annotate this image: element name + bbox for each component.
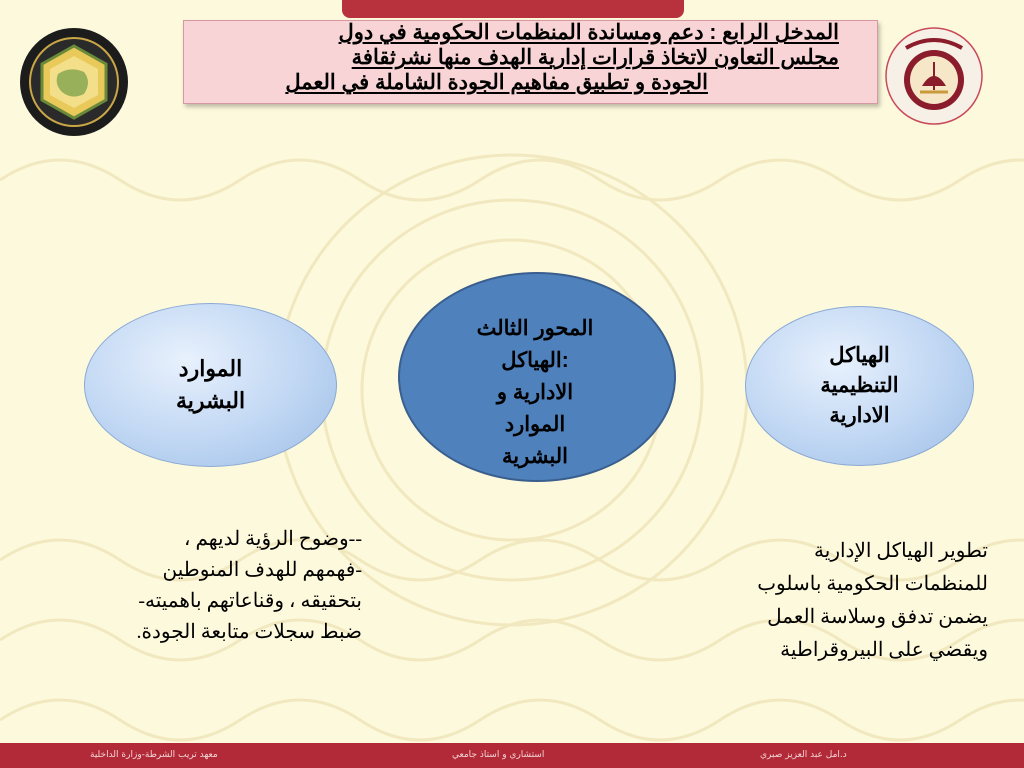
title-line-1: المدخل الرابع : دعم ومساندة المنظمات الحكومية في دول	[338, 21, 839, 44]
body-left-line-4: ضبط سجلات متابعة الجودة.	[136, 621, 362, 643]
body-left-line-2: -فهمهم للهدف المنوطين	[162, 559, 362, 581]
footer-author: د.امل عبد العزيز صبري	[760, 750, 847, 760]
ellipse-organizational-structures	[745, 306, 974, 466]
ellipse-right-line-2: التنظيمية	[820, 374, 899, 397]
ellipse-right-line-3: الادارية	[829, 404, 890, 427]
body-right-line-3: يضمن تدفق وسلاسة العمل	[767, 606, 988, 628]
ellipse-center-text	[430, 313, 640, 473]
qatar-ministry-emblem-icon	[884, 26, 984, 126]
footer-institute: معهد تريب الشرطة-وزارة الداخلية	[90, 750, 218, 760]
ellipse-center-line-5: البشرية	[502, 445, 568, 468]
ellipse-left-line-1: الموارد	[178, 356, 243, 381]
body-right-line-2: للمنظمات الحكومية باسلوب	[757, 573, 988, 595]
body-right-line-1: تطوير الهياكل الإدارية	[814, 540, 988, 562]
ellipse-center-line-1: المحور الثالث	[476, 317, 594, 340]
footer-bar	[0, 743, 1024, 768]
top-accent-tab	[342, 0, 684, 18]
footer-role: استشاري و استاذ جامعي	[452, 750, 545, 760]
slide-title	[193, 20, 853, 95]
ellipse-center-line-3: الادارية و	[496, 381, 574, 404]
title-line-2: مجلس التعاون لاتخاذ قرارات إدارية الهدف منها نشرثقافة	[351, 46, 839, 69]
ellipse-left-line-2: البشرية	[175, 388, 246, 413]
body-right-line-4: ويقضي على البيروقراطية	[780, 639, 988, 661]
ellipse-center-line-2: :الهياكل	[501, 349, 569, 372]
human-resources-description	[100, 524, 362, 648]
ellipse-right-line-1: الهياكل	[829, 344, 890, 367]
body-left-line-3: بتحقيقه ، وقناعاتهم باهميته-	[138, 590, 362, 612]
ellipse-human-resources	[84, 303, 337, 467]
title-line-3: الجودة و تطبيق مفاهيم الجودة الشاملة في العمل	[285, 71, 708, 94]
ellipse-center-line-4: الموارد	[504, 413, 566, 436]
structures-description	[726, 535, 988, 667]
gcc-emblem-icon	[18, 26, 130, 138]
body-left-line-1: --وضوح الرؤية لديهم ،	[184, 528, 362, 550]
